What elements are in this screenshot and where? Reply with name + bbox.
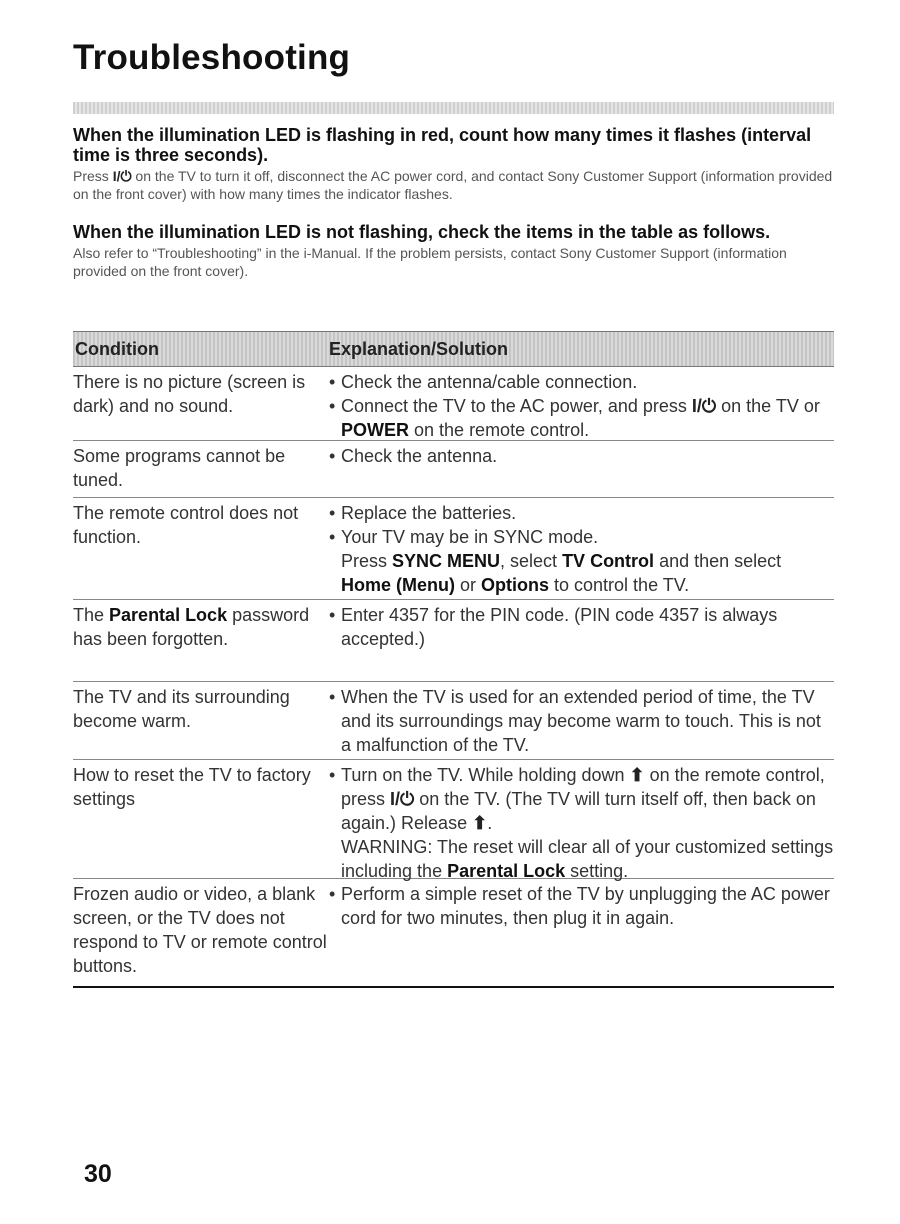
text: . xyxy=(487,813,493,833)
text: password has been forgotten. xyxy=(73,605,310,649)
col-condition: Condition xyxy=(75,338,159,359)
bold-text: Parental Lock xyxy=(447,861,566,881)
solution-cell xyxy=(329,441,834,497)
bullet: • Replace the batteries. xyxy=(329,501,834,525)
title-rule xyxy=(73,102,834,114)
up-arrow-icon: ⬆ xyxy=(629,765,645,785)
text: on the remote control, press xyxy=(341,765,825,809)
condition-cell: There is no picture (screen is dark) and no sound. xyxy=(73,372,306,416)
text: on the TV to turn it off, disconnect the AC power cord, and contact Sony Customer Support (information provided on the front cover) with how many times the indicator flashes. xyxy=(73,168,833,202)
bold-text: TV Control xyxy=(562,551,655,571)
bullet-continuation xyxy=(329,549,834,597)
bullet: • Perform a simple reset of the TV by unplugging the AC power cord for two minutes, then plug it in again. xyxy=(329,882,834,930)
bold-text: POWER xyxy=(341,420,410,440)
bullet: • Enter 4357 for the PIN code. (PIN code 4357 is always accepted.) xyxy=(329,603,834,651)
text: , select xyxy=(500,551,563,571)
condition-cell xyxy=(73,600,329,681)
condition-cell: The remote control does not function. xyxy=(73,503,299,547)
text: on the remote control. xyxy=(409,420,590,440)
solution-cell xyxy=(329,367,834,440)
bullet xyxy=(329,763,834,835)
text: setting. xyxy=(565,861,629,881)
text: The xyxy=(73,605,110,625)
up-arrow-icon: ⬆ xyxy=(472,813,488,833)
section-not-flashing-heading: When the illumination LED is not flashing, check the items in the table as follows. xyxy=(73,222,771,242)
page-title: Troubleshooting xyxy=(73,38,351,77)
text: Press xyxy=(341,551,393,571)
solution-cell xyxy=(329,879,834,986)
text: WARNING: The reset will clear all of your customized settings including the xyxy=(341,837,834,881)
table-row xyxy=(73,600,834,682)
condition-cell: The TV and its surrounding become warm. xyxy=(73,687,290,731)
bold-text: Parental Lock xyxy=(109,605,228,625)
bullet xyxy=(329,394,834,442)
solution-cell xyxy=(329,682,834,759)
table-row xyxy=(73,760,834,879)
section-flashing xyxy=(73,125,835,203)
bold-text: Home (Menu) xyxy=(341,575,455,595)
troubleshooting-table xyxy=(73,331,834,988)
power-icon: I/⏻ xyxy=(112,168,132,184)
section-flashing-heading: When the illumination LED is flashing in red, count how many times it flashes (interval time is three seconds). xyxy=(73,125,812,165)
text: on the TV or xyxy=(716,396,820,416)
section-not-flashing-body: Also refer to “Troubleshooting” in the i-Manual. If the problem persists, contact Sony Customer Support (information provided on the front cover). xyxy=(73,245,787,279)
warning-text xyxy=(329,835,834,883)
solution-cell xyxy=(329,498,834,599)
table-row xyxy=(73,367,834,441)
bullet: • Your TV may be in SYNC mode. xyxy=(329,525,834,549)
section-flashing-body xyxy=(73,167,835,203)
bold-text: Options xyxy=(481,575,550,595)
condition-cell: Some programs cannot be tuned. xyxy=(73,446,286,490)
table-header xyxy=(73,331,834,367)
bullet: • Check the antenna/cable connection. xyxy=(329,370,834,394)
power-icon: I/⏻ xyxy=(691,396,717,416)
col-solution: Explanation/Solution xyxy=(329,338,508,359)
solution-cell xyxy=(329,600,834,681)
text: Press xyxy=(73,168,113,184)
text: to control the TV. xyxy=(549,575,690,595)
condition-cell: Frozen audio or video, a blank screen, or the TV does not respond to TV or remote control buttons. xyxy=(73,884,327,976)
solution-cell xyxy=(329,760,834,881)
text: and then select xyxy=(654,551,782,571)
bullet: • When the TV is used for an extended period of time, the TV and its surroundings may become warm to touch. This is not a malfunction of the TV. xyxy=(329,685,834,757)
power-icon: I/⏻ xyxy=(390,789,415,809)
text: or xyxy=(455,575,482,595)
text: Connect the TV to the AC power, and press xyxy=(341,396,692,416)
table-row xyxy=(73,682,834,760)
page-number: 30 xyxy=(84,1160,112,1188)
text: on the TV. (The TV will turn itself off, then back on again.) Release xyxy=(341,789,816,833)
section-not-flashing xyxy=(73,222,835,280)
table-row xyxy=(73,879,834,988)
condition-cell: How to reset the TV to factory settings xyxy=(73,765,311,809)
text: Turn on the TV. While holding down xyxy=(341,765,630,785)
bullet: • Check the antenna. xyxy=(329,444,834,468)
bold-text: SYNC MENU xyxy=(392,551,501,571)
table-row xyxy=(73,441,834,498)
table-row xyxy=(73,498,834,600)
